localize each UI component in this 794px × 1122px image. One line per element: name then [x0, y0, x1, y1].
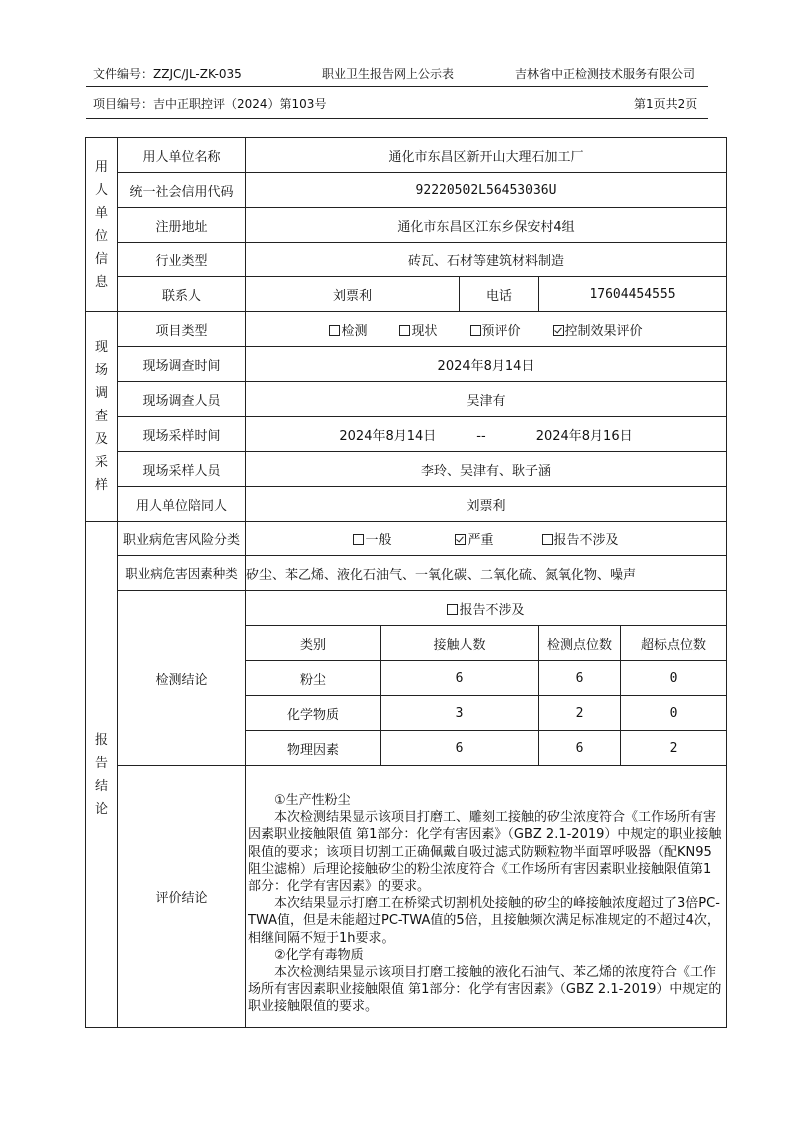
survey-time-label: 现场调查时间 — [118, 347, 246, 382]
employer-name: 通化市东昌区新开山大理石加工厂 — [246, 138, 727, 173]
hazard-types: 矽尘、苯乙烯、液化石油气、一氧化碳、二氧化硫、氮氧化物、噪声 — [246, 556, 727, 591]
row-exceeding: 0 — [621, 661, 727, 696]
accompany-label: 用人单位陪同人 — [118, 487, 246, 522]
option-pre-evaluation[interactable]: 预评价 — [470, 320, 521, 339]
file-number: 文件编号：ZZJC/JL-ZK-035 — [93, 67, 242, 81]
sampling-end: 2024年8月16日 — [535, 428, 633, 444]
row-category: 化学物质 — [246, 696, 381, 731]
option-risk-general[interactable]: 一般 — [353, 529, 391, 548]
row-category: 物理因素 — [246, 731, 381, 766]
detect-not-applicable[interactable]: 报告不涉及 — [246, 591, 727, 626]
industry: 砖瓦、石材等建筑材料制造 — [246, 243, 727, 277]
col-header-exposed: 接触人数 — [381, 626, 539, 661]
row-points: 6 — [539, 731, 621, 766]
option-risk-not-applicable[interactable]: 报告不涉及 — [542, 529, 619, 548]
row-exposed: 6 — [381, 731, 539, 766]
eval-paragraph: 本次结果显示打磨工在桥梁式切割机处接触的矽尘的峰接触浓度超过了3倍PC-TWA值，但是未能超过PC-TWA值的5倍，且接触频次满足标准规定的不超过4次，相继间隔不短于1h要求。 — [248, 896, 720, 946]
checkbox-icon — [542, 534, 553, 545]
checked-checkbox-icon — [455, 534, 466, 545]
survey-time: 2024年8月14日 — [246, 347, 727, 382]
checkbox-icon — [353, 534, 364, 545]
row-exposed: 6 — [381, 661, 539, 696]
header-rule-top — [86, 86, 708, 87]
phone-label: 电话 — [460, 277, 539, 312]
section-employer-info: 用 人 单 位 信 息 — [86, 138, 118, 312]
risk-class-options — [246, 522, 727, 556]
credit-code-label: 统一社会信用代码 — [118, 173, 246, 208]
checked-checkbox-icon — [553, 325, 564, 336]
contact-person: 刘票利 — [246, 277, 460, 312]
disclosure-table — [85, 137, 727, 1028]
option-status[interactable]: 现状 — [399, 320, 437, 339]
address: 通化市东昌区江东乡保安村4组 — [246, 208, 727, 243]
eval-heading-dust: ①生产性粉尘 — [274, 793, 351, 808]
option-control-effect[interactable]: 控制效果评价 — [553, 320, 643, 339]
section-survey-sampling: 现 场 调 查 及 采 样 — [86, 312, 118, 522]
address-label: 注册地址 — [118, 208, 246, 243]
row-exceeding: 0 — [621, 696, 727, 731]
surveyors: 吴津有 — [246, 382, 727, 417]
evaluation-conclusion-text — [246, 766, 727, 1028]
accompany-person: 刘票利 — [246, 487, 727, 522]
section-report-conclusion: 报 告 结 论 — [86, 522, 118, 1028]
option-risk-serious[interactable]: 严重 — [455, 529, 493, 548]
row-category: 粉尘 — [246, 661, 381, 696]
risk-class-label: 职业病危害风险分类 — [118, 522, 246, 556]
col-header-category: 类别 — [246, 626, 381, 661]
col-header-exceeding: 超标点位数 — [621, 626, 727, 661]
row-points: 2 — [539, 696, 621, 731]
col-header-points: 检测点位数 — [539, 626, 621, 661]
samplers-label: 现场采样人员 — [118, 452, 246, 487]
sampling-separator: -- — [476, 428, 486, 444]
samplers: 李玲、吴津有、耿子涵 — [246, 452, 727, 487]
row-exposed: 3 — [381, 696, 539, 731]
credit-code: 92220502L56453036U — [246, 173, 727, 208]
sampling-time-label: 现场采样时间 — [118, 417, 246, 452]
option-detection[interactable]: 检测 — [329, 320, 367, 339]
detect-conclusion-label: 检测结论 — [118, 591, 246, 766]
row-points: 6 — [539, 661, 621, 696]
checkbox-icon — [329, 325, 340, 336]
project-type-options — [246, 312, 727, 347]
hazard-types-label: 职业病危害因素种类 — [118, 556, 246, 591]
project-number: 项目编号：吉中正职控评（2024）第103号 — [93, 97, 327, 111]
eval-paragraph: 本次检测结果显示该项目打磨工接触的液化石油气、苯乙烯的浓度符合《工作场所有害因素职业接触限值 第1部分：化学有害因素》（GBZ 2.1-2019）中规定的职业接触限值的要求。 — [248, 965, 722, 1015]
contact-label: 联系人 — [118, 277, 246, 312]
project-type-label: 项目类型 — [118, 312, 246, 347]
checkbox-icon — [399, 325, 410, 336]
checkbox-icon — [447, 604, 458, 615]
header-rule-bottom — [86, 118, 708, 119]
organization-name: 吉林省中正检测技术服务有限公司 — [515, 67, 696, 81]
surveyors-label: 现场调查人员 — [118, 382, 246, 417]
evaluation-conclusion-label: 评价结论 — [118, 766, 246, 1028]
sampling-start: 2024年8月14日 — [339, 428, 437, 444]
phone-number: 17604454555 — [539, 277, 727, 312]
page-number: 第1页共2页 — [634, 97, 698, 111]
eval-paragraph: 本次检测结果显示该项目打磨工、雕刻工接触的矽尘浓度符合《工作场所有害因素职业接触限值 第1部分：化学有害因素》（GBZ 2.1-2019）中规定的职业接触限值的要求；该项目切割工正确佩戴自吸过滤式防颗粒物半面罩呼吸器（配KN95阻尘滤棉）后理论接触矽尘的粉尘浓度符合《工作场所有害因素职业接触限值第1部分：化学有害因素》的要求。 — [248, 810, 722, 895]
industry-label: 行业类型 — [118, 243, 246, 277]
sampling-time — [246, 417, 727, 452]
checkbox-icon — [470, 325, 481, 336]
eval-heading-chemical: ②化学有毒物质 — [274, 947, 364, 963]
document-title: 职业卫生报告网上公示表 — [322, 67, 455, 81]
employer-name-label: 用人单位名称 — [118, 138, 246, 173]
row-exceeding: 2 — [621, 731, 727, 766]
